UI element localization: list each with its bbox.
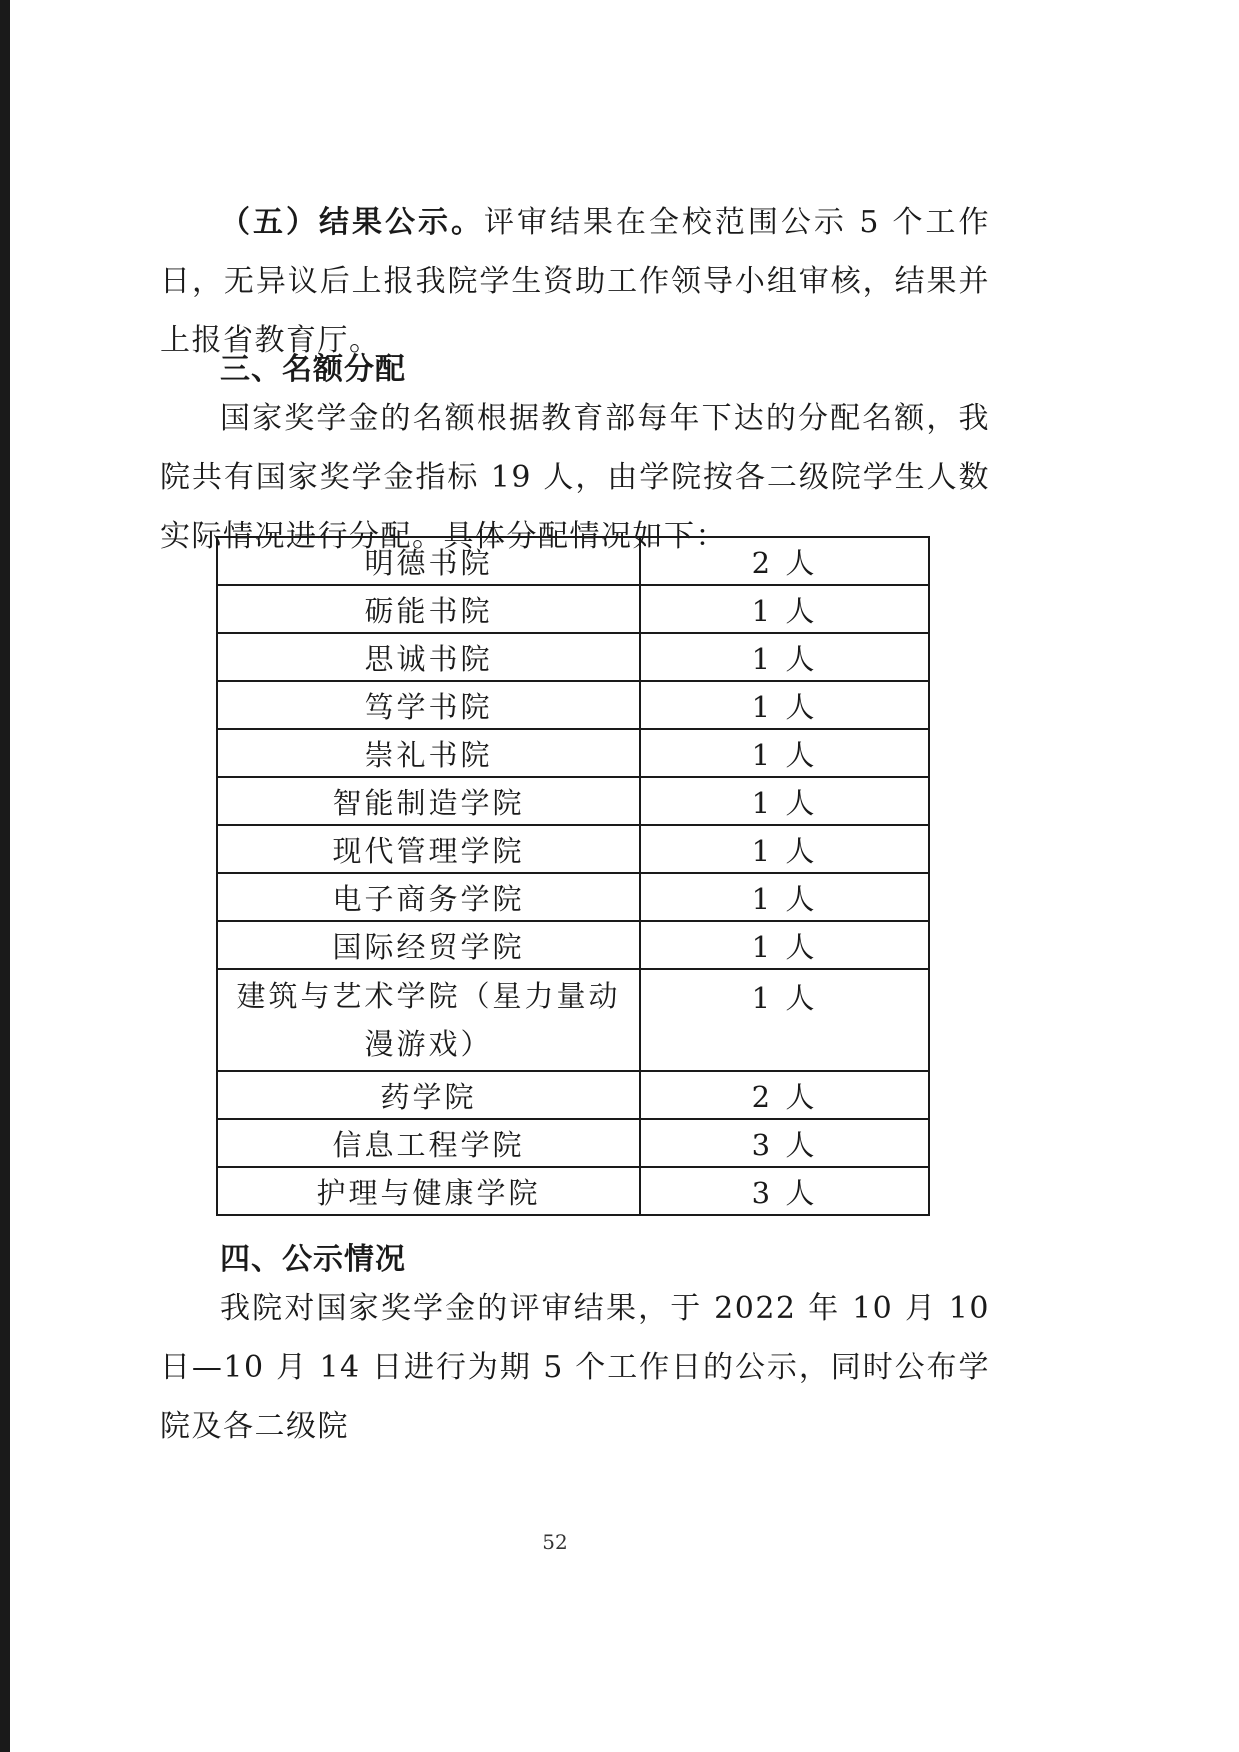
quota-count: 2 人 — [640, 537, 929, 585]
section-four-heading: 四、公示情况 — [220, 1242, 406, 1277]
college-name: 砺能书院 — [217, 585, 640, 633]
table-row — [217, 921, 929, 969]
quota-count: 1 人 — [640, 633, 929, 681]
section-three-paragraph: 国家奖学金的名额根据教育部每年下达的分配名额，我院共有国家奖学金指标 19 人，由学院按各二级院学生人数实际情况进行分配。具体分配情况如下： — [160, 401, 990, 554]
college-name: 崇礼书院 — [217, 729, 640, 777]
quota-count: 1 人 — [640, 777, 929, 825]
quota-count: 1 人 — [640, 873, 929, 921]
table-row — [217, 873, 929, 921]
college-name: 信息工程学院 — [217, 1119, 640, 1167]
college-name: 建筑与艺术学院（星力量动漫游戏） — [217, 969, 640, 1071]
table-row — [217, 1119, 929, 1167]
quota-count: 3 人 — [640, 1119, 929, 1167]
college-name: 智能制造学院 — [217, 777, 640, 825]
college-name: 护理与健康学院 — [217, 1167, 640, 1215]
table-row — [217, 969, 929, 1071]
college-name: 明德书院 — [217, 537, 640, 585]
section-five-text: 评审结果在全校范围公示 5 个工作日，无异议后上报我院学生资助工作领导小组审核，结果并上报省教育厅。 — [160, 205, 990, 358]
section-five-lead: （五）结果公示。 — [220, 205, 484, 240]
section-three-heading: 三、名额分配 — [220, 352, 406, 387]
quota-count: 1 人 — [640, 825, 929, 873]
college-name: 笃学书院 — [217, 681, 640, 729]
quota-count: 1 人 — [640, 585, 929, 633]
allocation-table — [216, 536, 930, 1216]
table-row — [217, 777, 929, 825]
quota-count: 1 人 — [640, 969, 929, 1071]
college-name: 电子商务学院 — [217, 873, 640, 921]
section-five-paragraph — [160, 193, 990, 370]
table-row — [217, 633, 929, 681]
scan-edge — [0, 0, 10, 1752]
college-name: 药学院 — [217, 1071, 640, 1119]
table-row — [217, 1071, 929, 1119]
page-number: 52 — [542, 1530, 568, 1554]
table-row — [217, 585, 929, 633]
table-row — [217, 681, 929, 729]
college-name: 现代管理学院 — [217, 825, 640, 873]
table-row — [217, 825, 929, 873]
college-name: 国际经贸学院 — [217, 921, 640, 969]
quota-count: 2 人 — [640, 1071, 929, 1119]
table-row — [217, 537, 929, 585]
quota-count: 1 人 — [640, 729, 929, 777]
section-four-paragraph: 我院对国家奖学金的评审结果，于 2022 年 10 月 10 日—10 月 14 日进行为期 5 个工作日的公示，同时公布学院及各二级院 — [160, 1291, 990, 1444]
table-row — [217, 1167, 929, 1215]
table-row — [217, 729, 929, 777]
college-name: 思诚书院 — [217, 633, 640, 681]
quota-count: 1 人 — [640, 921, 929, 969]
quota-count: 1 人 — [640, 681, 929, 729]
quota-count: 3 人 — [640, 1167, 929, 1215]
